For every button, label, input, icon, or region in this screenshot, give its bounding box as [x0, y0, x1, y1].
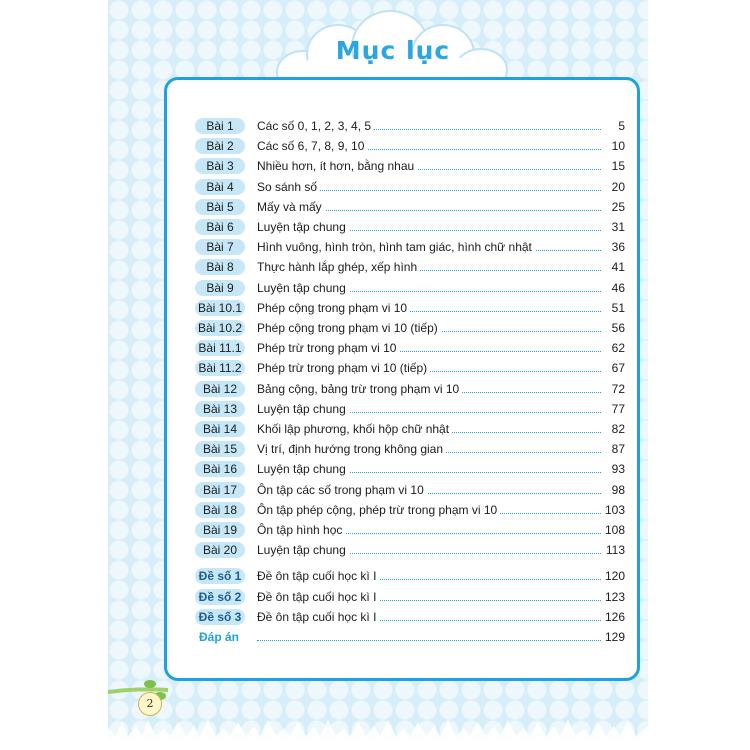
page-ref: 41 [611, 260, 625, 275]
entry-title: Bảng cộng, bảng trừ trong phạm vi 10 [257, 382, 462, 396]
lesson-tag: Bài 19 [195, 522, 245, 538]
page-ref: 93 [611, 462, 625, 477]
toc-entry [195, 568, 625, 586]
entry-title: Khối lập phương, khối hộp chữ nhật [257, 422, 452, 436]
entry-title: Luyện tập chung [257, 462, 349, 476]
lesson-tag: Bài 18 [195, 502, 245, 518]
page-ref: 113 [605, 543, 625, 558]
entry-title: Các số 6, 7, 8, 9, 10 [257, 139, 367, 153]
lesson-tag: Bài 16 [195, 461, 245, 477]
page-ref: 10 [611, 139, 625, 154]
toc-entry [195, 138, 625, 156]
page-ref: 31 [611, 220, 625, 234]
grass-decoration [108, 706, 648, 750]
entry-title: Phép cộng trong phạm vi 10 [257, 301, 410, 315]
toc-entry [195, 522, 625, 540]
entry-title: Phép cộng trong phạm vi 10 (tiếp) [257, 321, 441, 335]
toc-entry [195, 441, 625, 459]
toc-entry [195, 502, 625, 520]
toc-entry [195, 199, 625, 217]
entry-title: Đề ôn tập cuối học kì I [257, 569, 379, 583]
toc-entry [195, 542, 625, 560]
entry-title: Thực hành lắp ghép, xếp hình [257, 260, 420, 274]
lesson-tag: Bài 10.1 [195, 300, 245, 316]
page-ref: 77 [611, 401, 625, 416]
toc-panel [164, 77, 640, 681]
page-ref: 108 [604, 523, 625, 537]
lesson-tag: Bài 8 [195, 259, 245, 275]
page-title: Mục lục [335, 36, 451, 65]
page-ref: 15 [611, 159, 625, 174]
page-ref: 87 [611, 442, 625, 457]
lesson-tag: Bài 14 [195, 421, 245, 437]
lesson-tag: Đề số 3 [195, 609, 245, 625]
toc-entry [195, 381, 625, 399]
entry-title: Mấy và mấy [257, 200, 325, 214]
toc-entry [195, 320, 625, 338]
entry-title: So sánh số [257, 180, 320, 194]
page-ref: 123 [604, 589, 625, 604]
toc-entry [195, 629, 625, 647]
entry-title: Ôn tập các số trong phạm vi 10 [257, 483, 427, 497]
page-ref: 20 [611, 179, 625, 194]
toc-entry [195, 280, 625, 298]
page-ref: 51 [611, 300, 625, 315]
entry-title: Ôn tập phép cộng, phép trừ trong phạm vi 10 [257, 503, 500, 517]
entry-title: Ôn tập hình học [257, 523, 345, 537]
lesson-tag: Bài 3 [195, 158, 245, 174]
toc-entry [195, 179, 625, 197]
leader-dots [257, 640, 601, 641]
lesson-tag: Bài 2 [195, 138, 245, 154]
answers-label: Đáp án [199, 630, 240, 644]
page-ref: 25 [611, 199, 625, 214]
toc-entry [195, 461, 625, 479]
toc-entry [195, 340, 625, 358]
lesson-tag: Bài 9 [195, 280, 245, 296]
toc-entry [195, 482, 625, 500]
book-page [108, 0, 648, 750]
lesson-tag: Bài 4 [195, 179, 245, 195]
entry-title: Đề ôn tập cuối học kì I [257, 610, 379, 624]
page-ref: 46 [611, 280, 625, 295]
lesson-tag: Bài 20 [195, 542, 245, 558]
lesson-tag: Bài 11.2 [195, 360, 245, 376]
page-ref: 103 [604, 502, 625, 517]
toc-entry [195, 239, 625, 257]
entry-title: Các số 0, 1, 2, 3, 4, 5 [257, 119, 374, 133]
lesson-tag: Đề số 2 [195, 589, 245, 605]
lesson-tag: Bài 12 [195, 381, 245, 397]
entry-title: Phép trừ trong phạm vi 10 [257, 341, 399, 355]
toc-entry [195, 259, 625, 277]
entry-title: Nhiều hơn, ít hơn, bằng nhau [257, 159, 417, 173]
lesson-tag: Bài 15 [195, 441, 245, 457]
entry-title: Đề ôn tập cuối học kì I [257, 590, 379, 604]
toc-entry [195, 401, 625, 419]
toc-entry [195, 609, 625, 627]
entry-title: Hình vuông, hình tròn, hình tam giác, hình chữ nhật [257, 240, 535, 254]
entry-title: Luyện tập chung [257, 543, 349, 557]
toc-entry [195, 118, 625, 136]
page-ref: 62 [611, 341, 625, 356]
page-ref: 5 [618, 119, 625, 133]
entry-title: Luyện tập chung [257, 402, 349, 416]
lesson-tag: Bài 7 [195, 239, 245, 255]
page-ref: 98 [611, 482, 625, 497]
entry-title: Luyện tập chung [257, 220, 349, 234]
lesson-tag: Bài 13 [195, 401, 245, 417]
lesson-tag: Bài 5 [195, 199, 245, 215]
page-ref: 72 [611, 381, 625, 396]
toc-entry [195, 421, 625, 439]
page-ref: 56 [611, 321, 625, 335]
page-ref: 126 [604, 609, 625, 624]
toc-entry [195, 300, 625, 318]
lesson-tag: Bài 10.2 [195, 320, 245, 336]
entry-title: Luyện tập chung [257, 281, 349, 295]
lesson-tag: Bài 17 [195, 482, 245, 498]
lesson-tag: Bài 11.1 [195, 340, 245, 356]
lesson-tag: Bài 1 [195, 118, 245, 134]
entry-title: Phép trừ trong phạm vi 10 (tiếp) [257, 361, 430, 375]
toc-entry [195, 589, 625, 607]
toc-entry [195, 158, 625, 176]
lesson-tag: Đề số 1 [195, 568, 245, 584]
lesson-tag: Bài 6 [195, 219, 245, 235]
entry-title: Vị trí, định hướng trong không gian [257, 442, 446, 456]
toc-entry [195, 360, 625, 378]
page-ref: 36 [611, 240, 625, 255]
page-ref: 120 [604, 569, 625, 584]
page-ref: 82 [611, 422, 625, 436]
page-ref: 129 [604, 630, 625, 644]
page-number: 2 [138, 692, 162, 716]
page-ref: 67 [611, 361, 625, 376]
toc-entry [195, 219, 625, 237]
